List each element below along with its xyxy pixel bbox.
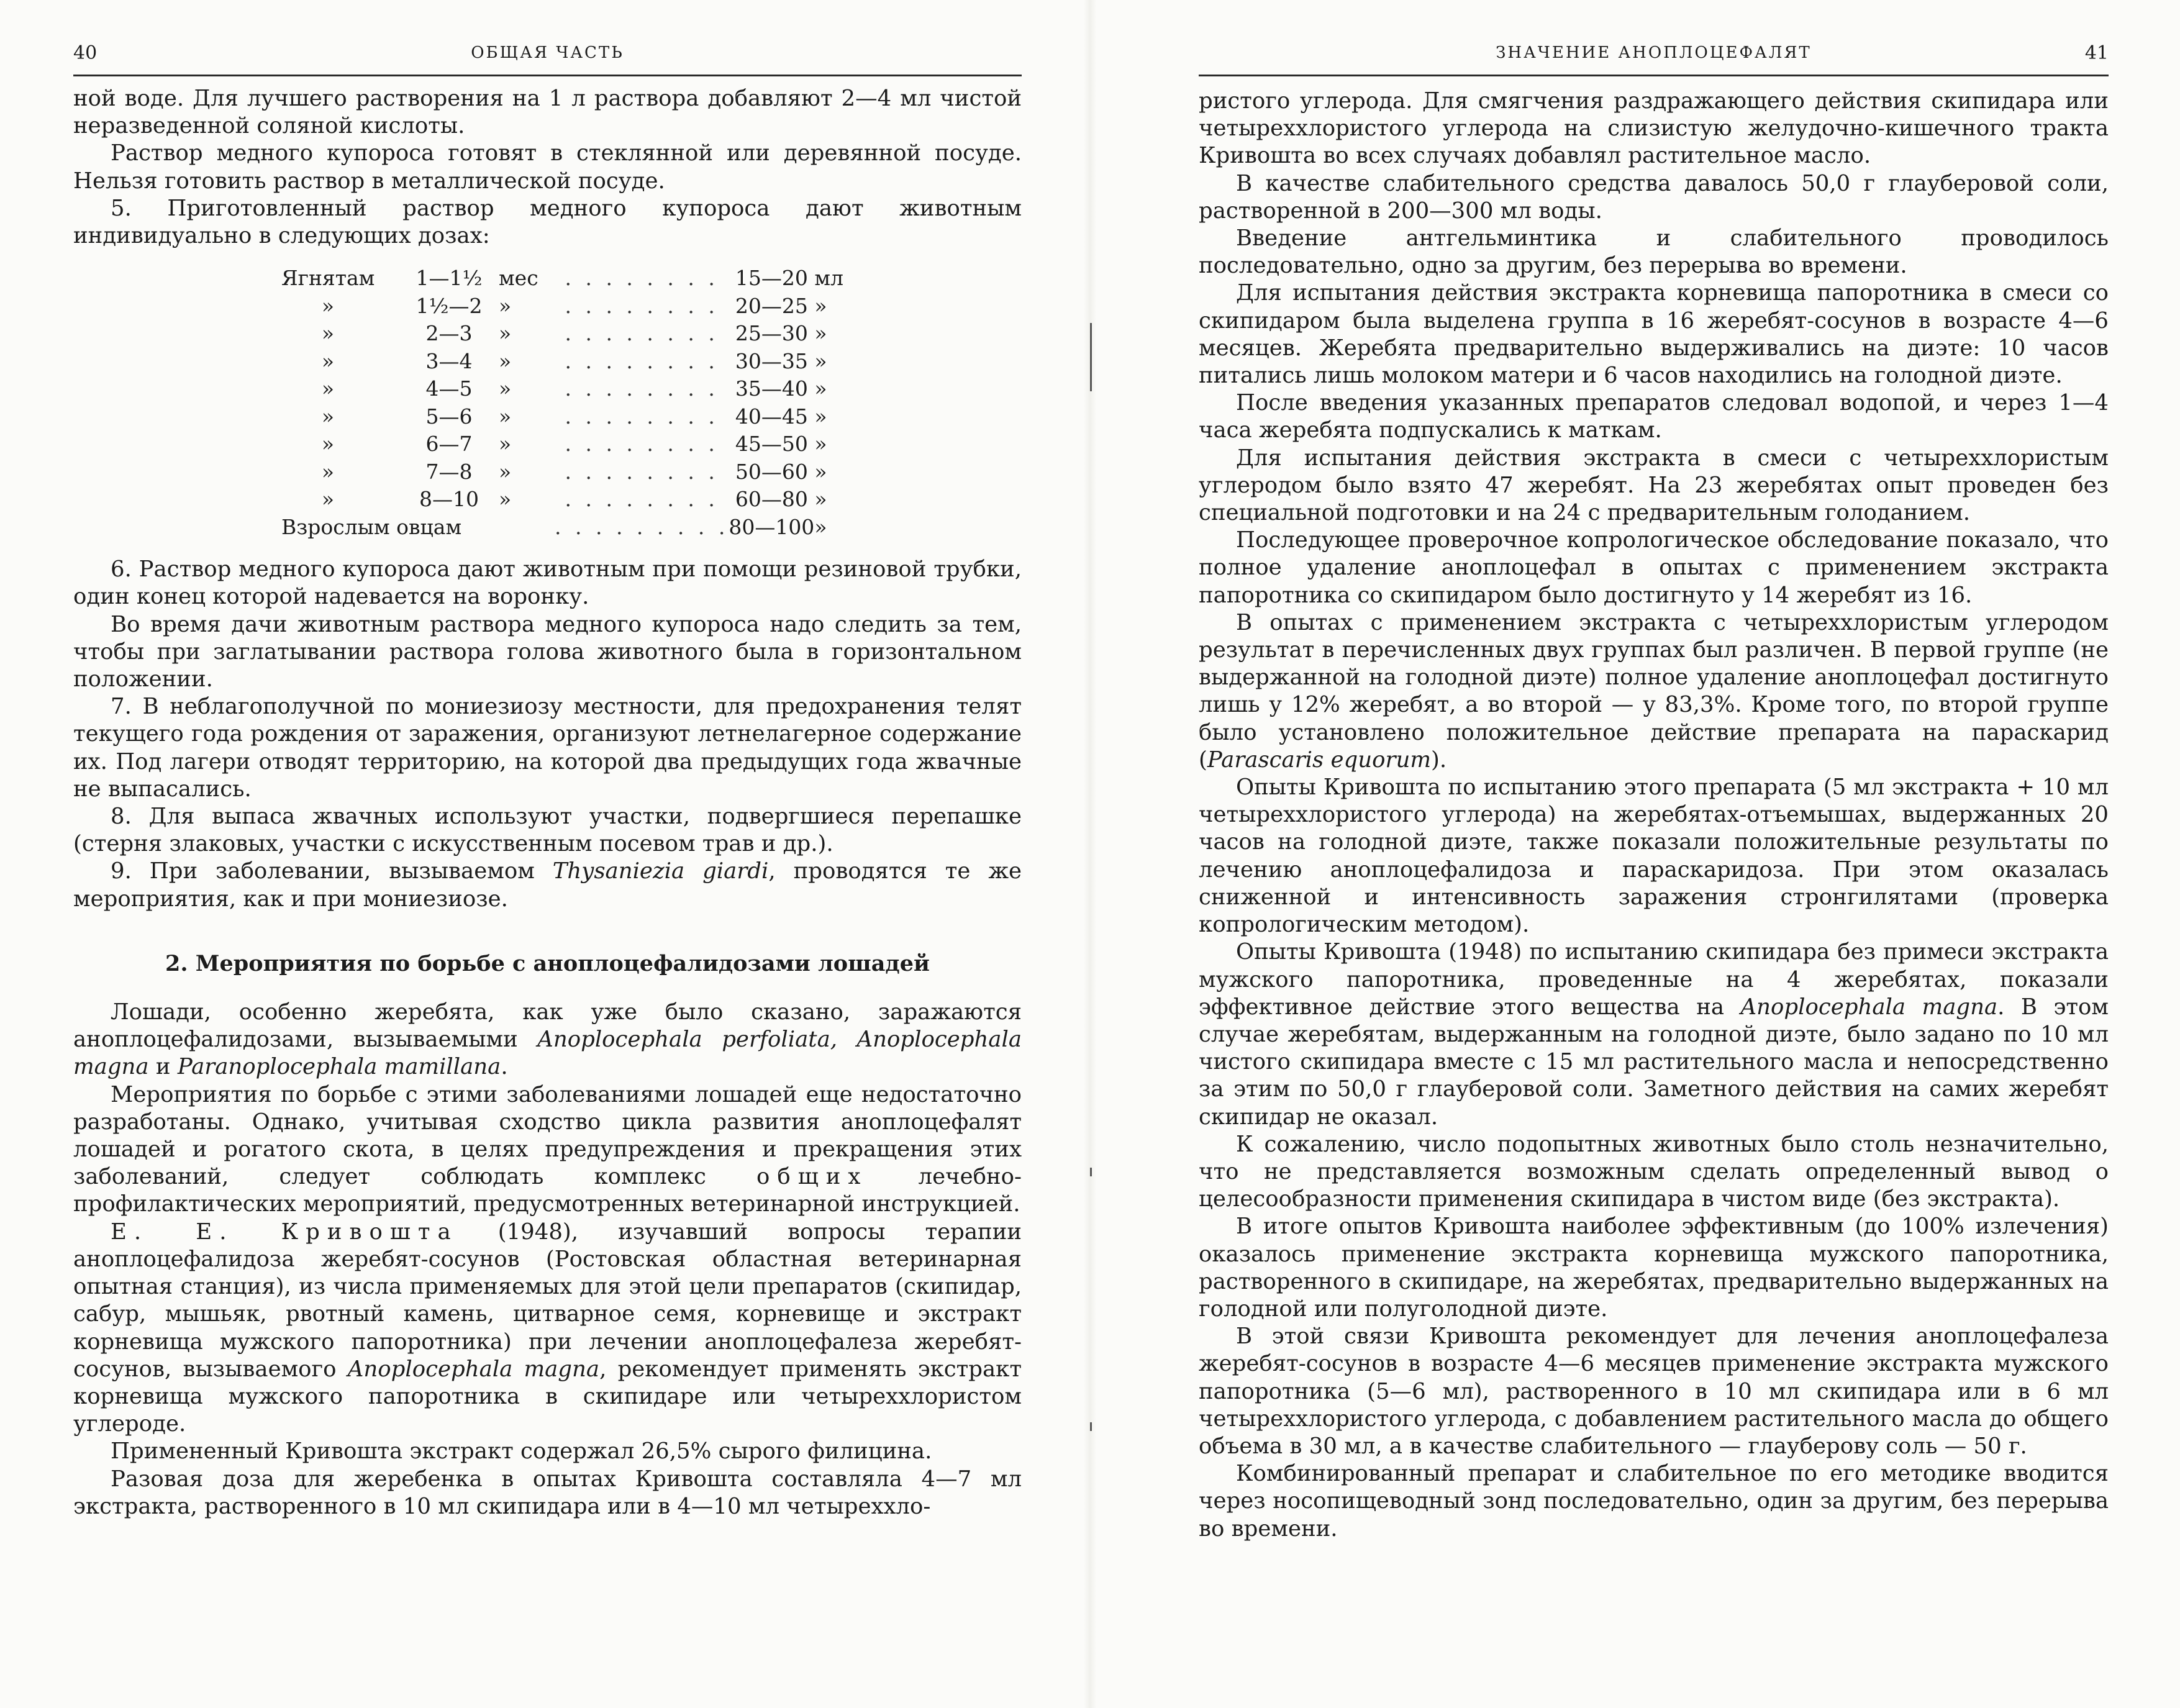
dose-age: 2—3 (425, 321, 473, 346)
dose-value: 30—35 (735, 348, 808, 373)
dose-age-unit: » (499, 348, 512, 373)
paragraph: Комбинированный препарат и слабительное по его методике вводится через носопищеводный зонд последовательно, один за другим, без перерыва во времени. (1199, 1461, 2109, 1542)
dose-row (281, 293, 852, 320)
dose-unit: » (814, 321, 827, 346)
dose-age-unit: » (499, 321, 512, 346)
paragraph: Мероприятия по борьбе с этими заболеваниями лошадей еще недостаточно разработаны. Однако, учитывая сходство цикла развития аноплоцефалят лошадей и рогатого скота, в целях предупреждения и прекращения этих заболеваний, следует соблюдать комплекс общих лечебно-профилактических мероприятий, предусмотренных ветеринарной инструкцией. (73, 1081, 1022, 1217)
paragraph: К сожалению, число подопытных животных было столь незначительно, что не представляется возможным сделать определенный вывод о целесообразности применения скипидара в чистом виде (без экстракта). (1199, 1131, 2109, 1212)
left-body (73, 85, 1022, 1520)
latin-name: Thysaniezia giardi (552, 858, 769, 884)
paragraph: Для испытания действия экстракта корневища папоротника в смеси со скипидаром была выделена группа в 16 жеребят-сосунов в возрасте 4—6 месяцев. Жеребята предварительно выдерживались на диэте: 10 часов питались лишь молоком матери и 6 часов находились на голодной диэте. (1199, 280, 2109, 389)
dose-leader: . . . . . . . . (565, 459, 719, 484)
dose-unit: мл (814, 266, 843, 291)
dose-leader: . . . . . . . . (565, 404, 719, 429)
paragraph: Лошади, особенно жеребята, как уже было сказано, заражаются аноплоцефалидозами, вызываемыми Anoplocephala perfoliata, Anoplocephala magna и Paranoplocephala mamillana. (73, 999, 1022, 1080)
dose-unit: » (814, 514, 827, 539)
paragraph: После введения указанных препаратов следовал водопой, и через 1—4 часа жеребята подпускались к маткам. (1199, 390, 2109, 443)
latin-name: Anoplocephala magna (1740, 994, 1998, 1020)
page-number: 40 (73, 42, 98, 64)
dose-table (281, 265, 852, 541)
paragraph: Раствор медного купороса готовят в стеклянной или деревянной посуде. Нельзя готовить раствор в металлической посуде. (73, 140, 1022, 194)
paragraph: 9. При заболевании, вызываемом Thysaniezia giardi, проводятся те же мероприятия, как и при мониезиозе. (73, 858, 1022, 912)
latin-name: Paranoplocephala mamillana (177, 1054, 501, 1080)
dose-unit: » (814, 487, 827, 512)
dose-value: 45—50 (735, 432, 808, 457)
dose-animal: » (321, 487, 335, 512)
latin-name: Anoplocephala magna (347, 1356, 600, 1382)
paragraph: Опыты Кривошта (1948) по испытанию скипидара без примеси экстракта мужского папоротника, проведенные на 4 жеребятах, показали эффективное действие этого вещества на Anoplocephala magna. В этом случае жеребятам, выдержанным на голодной диэте, было задано по 10 мл чистого скипидара вместе с 15 мл растительного масла и непосредственно за этим по 50,0 г глауберовой соли. Заметного действия на самих жеребят скипидар не оказал. (1199, 939, 2109, 1130)
right-running-head (1199, 39, 2109, 76)
paragraph: В итоге опытов Кривошта наиболее эффективным (до 100% излечения) оказалось применение экстракта корневища мужского папоротника, растворенного в скипидаре, на жеребятах, предварительно выдержанных на голодной или полуголодной диэте. (1199, 1214, 2109, 1322)
dose-row (281, 265, 852, 293)
paragraph: 7. В неблагополучной по мониезиозу местности, для предохранения телят текущего года рождения от заражения, организуют летнелагерное содержание их. Под лагери отводят территорию, на которой два предыдущих года жвачные не выпасались. (73, 694, 1022, 802)
dose-leader: . . . . . . . . (565, 321, 719, 346)
paragraph: Примененный Кривошта экстракт содержал 26,5% сырого филицина. (111, 1438, 932, 1465)
section-heading: 2. Мероприятия по борьбе с аноплоцефалидозами лошадей (165, 950, 930, 976)
paragraph: Во время дачи животным раствора медного купороса надо следить за тем, чтобы при заглатывании раствора голова животного была в горизонтальном положении. (73, 611, 1022, 693)
latin-name: Anoplocephala perfoliata, Anoplocephala magna (73, 1027, 1022, 1080)
paragraph: Разовая доза для жеребенка в опытах Кривошта составляла 4—7 мл экстракта, растворенного в 10 мл скипидара или в 4—10 мл четыреххло- (73, 1466, 1022, 1519)
paragraph: Введение антгельминтика и слабительного проводилось последовательно, одно за другим, без перерыва во времени. (1199, 225, 2109, 279)
dose-age-unit: » (499, 293, 512, 318)
dose-unit: » (814, 459, 827, 484)
paragraph: 6. Раствор медного купороса дают животным при помощи резиновой трубки, один конец которой надевается на воронку. (73, 556, 1022, 610)
paragraph: В опытах с применением экстракта с четыреххлористым углеродом результат в перечисленных двух группах был различен. В первой группе (не выдержанной на голодной диэте) полное удаление аноплоцефал достигнуто лишь у 12% жеребят, а во второй — у 83,3%. Кроме того, по второй группе было установлено положительное действие препарата на параскарид (Parascaris equorum). (1199, 609, 2109, 773)
dose-unit: » (814, 293, 827, 318)
paragraph: Для испытания действия экстракта в смеси с четыреххлористым углеродом было взято 47 жеребят. На 23 жеребятах опыт проведен без специальной подготовки и на 24 с предварительным голоданием. (1199, 445, 2109, 526)
dose-row (281, 486, 852, 514)
dose-animal: » (321, 459, 335, 484)
dose-value: 80—100 (729, 514, 815, 539)
paragraph: Последующее проверочное копрологическое обследование показало, что полное удаление аноплоцефал в опытах с применением экстракта папоротника со скипидаром было достигнуто у 14 жеребят из 16. (1199, 527, 2109, 608)
running-title: ЗНАЧЕНИЕ АНОПЛОЦЕФАЛЯТ (1496, 43, 1812, 62)
right-body (1199, 88, 2109, 1543)
dose-animal: » (321, 293, 335, 318)
dose-animal: » (321, 348, 335, 373)
paragraph: Опыты Кривошта по испытанию этого препарата (5 мл экстракта + 10 мл четыреххлористого углерода) на жеребятах-отъемышах, выдержанных 20 часов на голодной диэте, также показали положительные результаты по лечению аноплоцефалидоза и параскаридоза. При этом оказалась сниженной и интенсивность заражения стронгилятами (проверка копрологическим методом). (1199, 775, 2109, 938)
page-number: 41 (2084, 42, 2109, 64)
paragraph: В этой связи Кривошта рекомендует для лечения аноплоцефалеза жеребят-сосунов в возрасте 4—6 месяцев применение экстракта мужского папоротника (5—6 мл), растворенного в 10 мл скипидара или в 6 мл четыреххлористого углерода, с добавлением растительного масла до общего объема в 30 мл, а в качестве слабительного — глауберову соль — 50 г. (1199, 1324, 2109, 1459)
paragraph: 8. Для выпаса жвачных используют участки, подвергшиеся перепашке (стерня злаковых, участки с искусственным посевом трав и др.). (73, 804, 1022, 857)
dose-leader: . . . . . . . . . (555, 514, 729, 539)
dose-value: 25—30 (735, 321, 808, 346)
running-title: ОБЩАЯ ЧАСТЬ (471, 43, 624, 62)
dose-value: 60—80 (735, 487, 808, 512)
dose-animal: » (321, 321, 335, 346)
dose-age-unit: » (499, 487, 512, 512)
dose-age-unit: » (499, 432, 512, 457)
dose-age: 7—8 (425, 459, 473, 484)
dose-unit: » (814, 348, 827, 373)
dose-age-unit: » (499, 376, 512, 401)
dose-animal: Ягнятам (281, 266, 375, 291)
spaced-emphasis: общих (756, 1164, 868, 1190)
dose-animal: Взрослым овцам (281, 514, 462, 539)
latin-name: Parascaris equorum (1207, 747, 1432, 773)
dose-animal: » (321, 376, 335, 401)
dose-leader: . . . . . . . . (565, 348, 719, 373)
dose-row (281, 403, 852, 431)
right-page (1090, 0, 2180, 1708)
dose-value: 50—60 (735, 459, 808, 484)
dose-row (281, 430, 852, 458)
dose-row (281, 375, 852, 403)
dose-row (281, 320, 852, 348)
dose-row-adult (281, 514, 852, 542)
dose-value: 20—25 (735, 293, 808, 318)
dose-value: 40—45 (735, 404, 808, 429)
dose-age-unit: мес (499, 266, 538, 291)
paragraph: В качестве слабительного средства давалось 50,0 г глауберовой соли, растворенной в 200—300 мл воды. (1199, 170, 2109, 224)
dose-animal: » (321, 432, 335, 457)
left-running-head (73, 39, 1022, 76)
dose-leader: . . . . . . . . (565, 487, 719, 512)
dose-age: 1—1½ (416, 266, 483, 291)
dose-row (281, 458, 852, 486)
paragraph: Е. Е. Кривошта (1948), изучавший вопросы терапии аноплоцефалидоза жеребят-сосунов (Ростовская областная ветеринарная опытная станция), из числа применяемых для этой цели препаратов (скипидар, сабур, мышьяк, рвотный камень, цитварное семя, корневище и экстракт корневища мужского папоротника) при лечении аноплоцефалеза жеребят-сосунов, вызываемого Anoplocephala magna, рекомендует применять экстракт корневища мужского папоротника в скипидаре или четыреххлористом углероде. (73, 1219, 1022, 1437)
dose-leader: . . . . . . . . (565, 266, 719, 291)
dose-age: 5—6 (425, 404, 473, 429)
dose-row (281, 348, 852, 376)
author-name: Е. Е. Кривошта (111, 1219, 458, 1245)
dose-unit: » (814, 376, 827, 401)
paragraph: 5. Приготовленный раствор медного купороса дают животным индивидуально в следующих дозах: (73, 195, 1022, 249)
dose-unit: » (814, 432, 827, 457)
dose-age: 6—7 (425, 432, 473, 457)
dose-value: 15—20 (735, 266, 808, 291)
dose-value: 35—40 (735, 376, 808, 401)
paragraph: ристого углерода. Для смягчения раздражающего действия скипидара или четыреххлористого углерода на слизистую желудочно-кишечного тракта Кривошта во всех случаях добавлял растительное масло. (1199, 88, 2109, 169)
dose-unit: » (814, 404, 827, 429)
dose-leader: . . . . . . . . (565, 432, 719, 457)
dose-leader: . . . . . . . . (565, 376, 719, 401)
dose-animal: » (321, 404, 335, 429)
dose-age: 1½—2 (416, 293, 483, 318)
dose-age: 8—10 (419, 487, 479, 512)
dose-leader: . . . . . . . . (565, 293, 719, 318)
dose-age: 3—4 (425, 348, 473, 373)
dose-age-unit: » (499, 404, 512, 429)
dose-age: 4—5 (425, 376, 473, 401)
paragraph: ной воде. Для лучшего растворения на 1 л раствора добавляют 2—4 мл чистой неразведенной соляной кислоты. (73, 86, 1022, 139)
dose-age-unit: » (499, 459, 512, 484)
